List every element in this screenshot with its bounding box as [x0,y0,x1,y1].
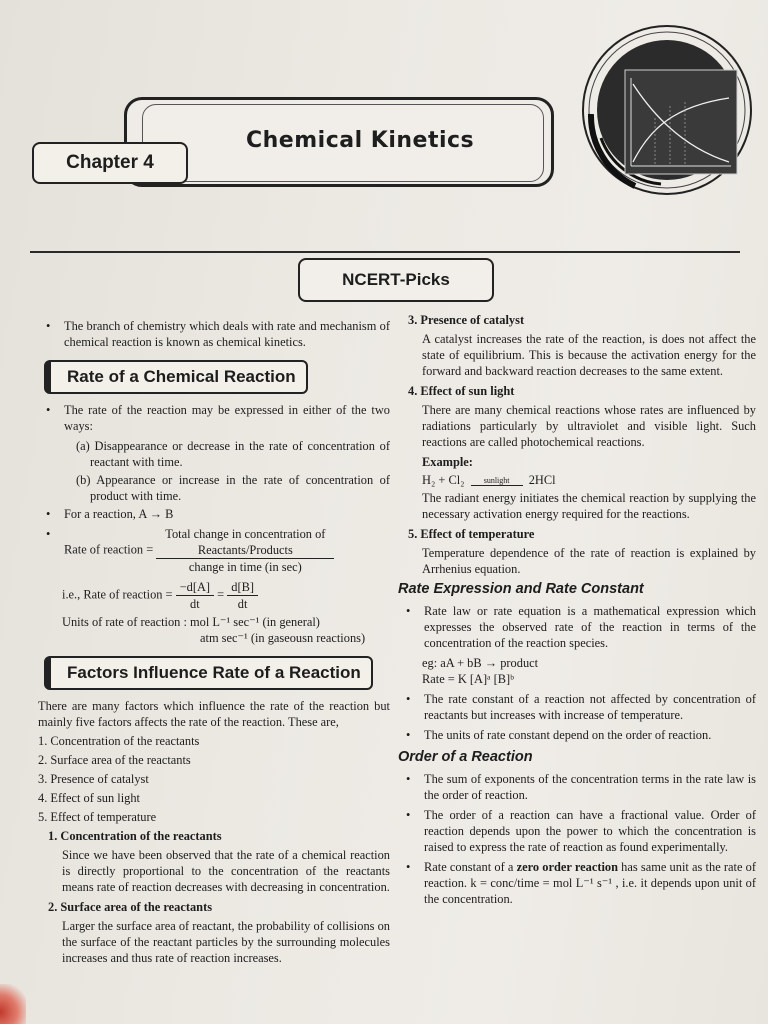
temperature-text: Temperature dependence of the rate of reaction is explained by Arrhenius equation. [422,546,756,576]
order-heading: Order of a Reaction [398,749,533,765]
section-rate [38,360,390,390]
chapter-emblem-graph [575,18,755,198]
ie-fraction-a [176,579,214,612]
order-sum-bullet: • The sum of exponents of the concentration terms in the rate law is the order of reaction. [398,771,756,803]
section-heading: Rate of a Chemical Reaction [44,360,308,394]
left-column [38,318,390,970]
ie-fraction-b [227,579,258,612]
surface-area-heading: 2. Surface area of the reactants [48,900,213,914]
factor-3: 3. Presence of catalyst [38,772,149,786]
rate-formula [38,526,390,575]
thumb-edge [0,984,26,1024]
ie-label: i.e., Rate of reaction = [62,587,173,602]
factors-intro: There are many factors which influence the rate of the reaction but mainly five factors affects the rate of the reaction. These are, [38,699,390,729]
zero-order-bullet [398,859,756,907]
section-heading: Factors Influence Rate of a Reaction [44,656,373,690]
factor-5: 5. Effect of temperature [38,810,157,824]
rate-numerator: Total change in concentration of Reactants/Products [156,526,334,559]
catalyst-heading: 3. Presence of catalyst [408,313,525,327]
radiant-energy-text: The radiant energy initiates the chemical reaction by supplying the necessary activation energy required for the reactions. [422,491,756,521]
ie-numerator-a: −d[A] [176,579,214,596]
concentration-heading: 1. Concentration of the reactants [48,829,222,843]
factor-1: 1. Concentration of the reactants [38,734,200,748]
rate-law-example: eg: aA + bB → product [422,656,539,670]
intro-bullet: • The branch of chemistry which deals with rate and mechanism of chemical reaction is known as chemical kinetics. [38,318,390,350]
photochem-equation [398,472,756,488]
catalyst-text: A catalyst increases the rate of the reaction, is does not affect the state of equilibrium. This is because the activation energy for the forward and backward reaction decreases to the same extent. [422,332,756,378]
chapter-number: Chapter 4 [32,142,188,184]
right-column [398,312,756,911]
equation-reactants: H₂ + Cl₂ [422,473,465,487]
concentration-text: Since we have been observed that the rate of a chemical reaction is directly proportional to the concentration of the reactants means rate of reaction decreases with decreasing in concentration. [62,848,390,894]
ie-denominator-a: dt [190,597,200,611]
rate-law-formula: Rate = K [A]ᵃ [B]ᵇ [422,672,514,686]
zero-order-pre: Rate constant of a [424,860,517,874]
zero-order-post: has same unit as the rate of reaction. k = conc/time = mol L⁻¹ s⁻¹ , i.e. it depends upon unit of the concentration. [424,860,756,906]
example-label: Example: [422,455,473,469]
rate-label: Rate of reaction = [64,542,154,557]
sunlight-heading: 4. Effect of sun light [408,384,515,398]
chapter-title: Chemical Kinetics [246,128,475,153]
rate-way-b: (b) Appearance or increase in the rate of concentration of product with time. [76,473,390,503]
factor-2: 2. Surface area of the reactants [38,753,191,767]
temperature-heading: 5. Effect of temperature [408,527,535,541]
units-general: Units of rate of reaction : mol L⁻¹ sec⁻¹ (in general) [62,615,320,629]
zero-order-term: zero order reaction [516,860,618,874]
sunlight-text: There are many chemical reactions whose rates are influenced by radiations particularly by ultraviolet and visible light. Such reactions are called photochemical reactions. [422,403,756,449]
units-gaseous: atm sec⁻¹ (in gaseousn reactions) [200,631,366,645]
factor-4: 4. Effect of sun light [38,791,140,805]
ie-denominator-b: dt [237,597,248,611]
ncert-picks-label: NCERT-Picks [298,258,494,302]
section-factors [38,656,390,686]
ie-numerator-b: d[B] [227,579,258,596]
rate-expression-heading: Rate Expression and Rate Constant [398,581,644,597]
rate-way-a: (a) Disappearance or decrease in the rate of concentration of reactant with time. [76,439,390,469]
ie-formula [38,579,390,612]
header-divider [30,251,740,253]
units-bullet: • The units of rate constant depend on the order of reaction. [398,727,756,743]
rate-expression-bullet: • The rate of the reaction may be expressed in either of the two ways: [38,402,390,434]
rate-constant-bullet: • The rate constant of a reaction not affected by concentration of reactants but increases with increase of temperature. [398,691,756,723]
rate-fraction [156,526,334,575]
arrow-condition: sunlight [483,475,510,485]
equation-product: 2HCl [528,473,556,487]
order-fraction-bullet: • The order of a reaction can have a fractional value. Order of reaction depends upon the power to which the concentration is raised to express the rate of reaction as found experimentally. [398,807,756,855]
reaction-arrow [471,477,523,486]
rate-law-bullet: • Rate law or rate equation is a mathematical expression which expresses the observed rate of the reaction in terms of the concentration of the reaction species. [398,603,756,651]
ie-equals: = [217,587,225,602]
rate-denominator: change in time (in sec) [188,560,302,574]
reaction-bullet: • For a reaction, A → B [38,506,390,522]
surface-area-text: Larger the surface area of reactant, the probability of collisions on the surface of the reactant particles by the surrounding molecules increases and thus rate of reaction increases. [62,919,390,965]
